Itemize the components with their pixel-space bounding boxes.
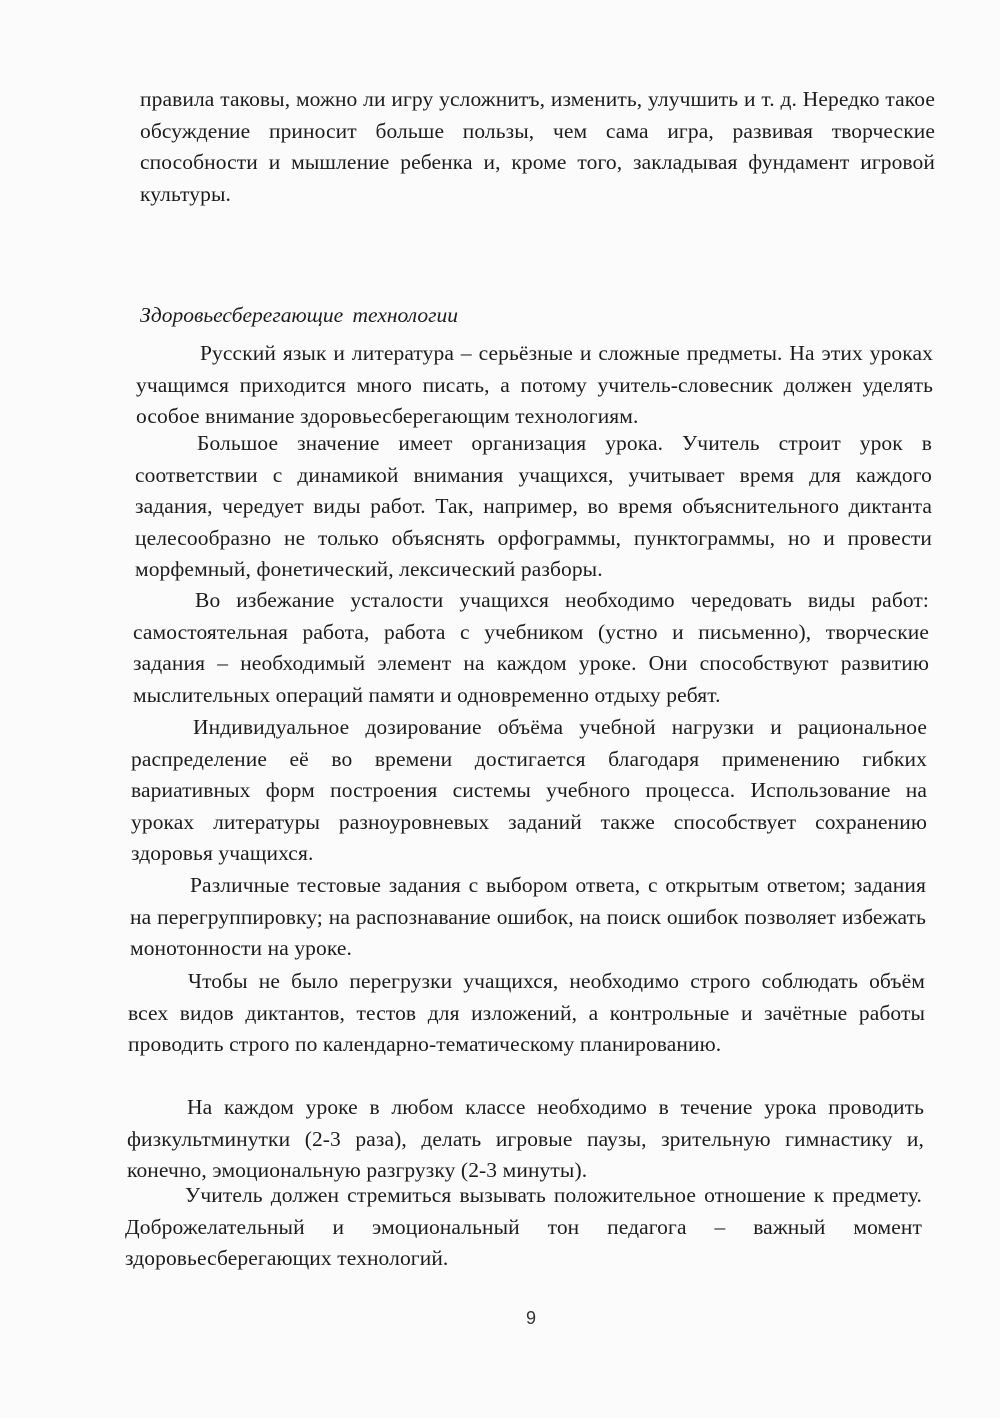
- page-number: 9: [526, 1308, 537, 1328]
- paragraph-6: Чтобы не было перегрузки учащихся, необходимо строго соблюдать объём всех видов диктантов, тестов для изложений, а контрольные и зачётные работы проводить строго по календарно-тематическому планированию.: [128, 969, 925, 1056]
- paragraph-8: Учитель должен стремиться вызывать положительное отношение к предмету. Доброжелательный и эмоциональный тон педагога – важный момент здоровьесберегающих технологий.: [125, 1183, 922, 1270]
- paragraph-3: Во избежание усталости учащихся необходимо чередовать виды работ: самостоятельная работа, работа с учебником (устно и письменно), творческие задания – необходимый элемент на каждом уроке. Они способствуют развитию мыслительных операций памяти и одновременно отдыху ребят.: [133, 588, 929, 707]
- paragraph-4: Индивидуальное дозирование объёма учебной нагрузки и рациональное распределение её во времени достигается благодаря применению гибких вариативных форм построения системы учебного процесса. Использование на уроках литературы разноуровневых заданий также способствует сохранению здоровья учащихся.: [131, 715, 927, 865]
- section-heading: Здоровьесберегающие технологии: [140, 303, 459, 327]
- paragraph-2: Большое значение имеет организация урока. Учитель строит урок в соответствии с динамикой внимания учащихся, учитывает время для каждого задания, чередует виды работ. Так, например, во время объяснительного диктанта целесообразно не только объяснять орфограммы, пунктограммы, но и провести морфемный, фонетический, лексический разборы.: [135, 431, 932, 581]
- paragraph-1: Русский язык и литература – серьёзные и сложные предметы. На этих уроках учащимся приходится много писать, а потому учитель-словесник должен уделять особое внимание здоровьесберегающим технологиям.: [136, 341, 933, 428]
- intro-paragraph: правила таковы, можно ли игру усложнитъ, изменить, улучшить и т. д. Нередко такое обсуждение приносит больше пользы, чем сама игра, развивая творческие способности и мышление ребенка и, кроме того, закладывая фундамент игровой культуры.: [140, 87, 935, 206]
- paragraph-5: Различные тестовые задания с выбором ответа, с открытым ответом; задания на перегруппировку; на распознавание ошибок, на поиск ошибок позволяет избежать монотонности на уроке.: [130, 873, 926, 960]
- paragraph-7: На каждом уроке в любом классе необходимо в течение урока проводить физкультминутки (2-3 раза), делать игровые паузы, зрительную гимнастику и, конечно, эмоциональную разгрузку (2-3 минуты).: [127, 1095, 924, 1182]
